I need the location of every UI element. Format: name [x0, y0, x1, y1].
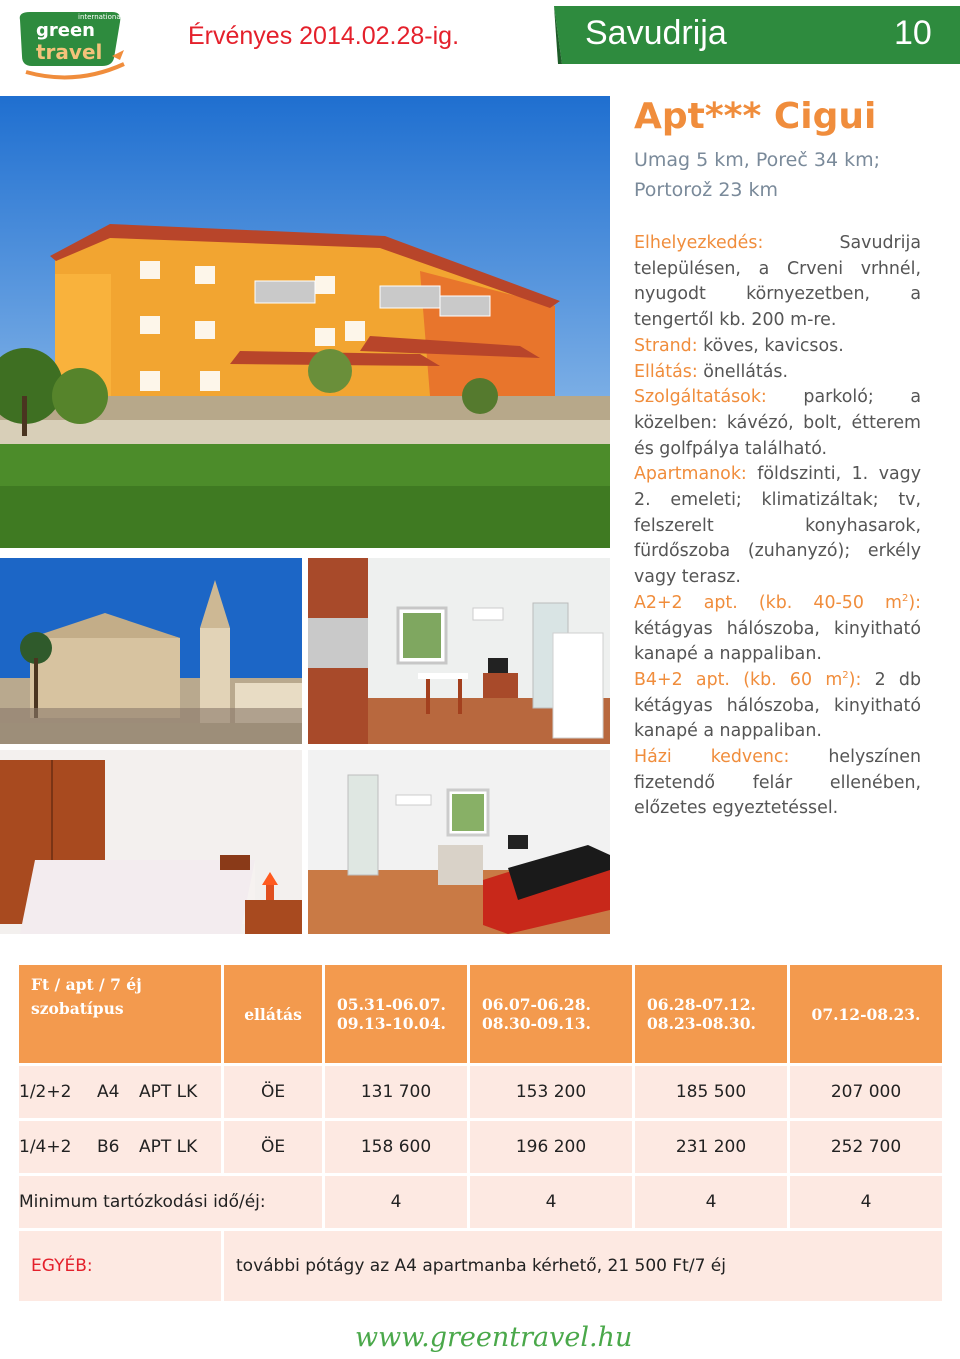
pet-text: helyszínen fizetendő felár ellenében, előzetes egyeztetéssel. [634, 747, 921, 819]
logo-word-green: green [36, 20, 95, 41]
a22-label: A2+2 apt. (kb. 40-50 $m^2$): [634, 592, 921, 613]
room-type-cell: 1/4+2 B6 APT LK [19, 1121, 221, 1173]
min-stay-cell: 4 [635, 1176, 787, 1228]
apartments-text: földszinti, 1. vagy 2. emeleti; klimatizáltak; tv, felszerelt konyhasarok, fürdőszoba (zuhanyzó); erkély vagy terasz. [634, 464, 921, 588]
header-room-type: Ft / apt / 7 éj szobatípus [19, 965, 221, 1063]
header-period-3: 06.28-07.12. 08.23-08.30. [635, 965, 787, 1063]
website-link[interactable]: www.greentravel.hu [355, 1322, 633, 1353]
price-cell: 185 500 [635, 1066, 787, 1118]
city-name: Savudrija [585, 14, 727, 52]
price-cell: 207 000 [790, 1066, 942, 1118]
location-text: Savudrija településen, a Crveni vrhnél, nyugodt környezetben, a tengertől kb. 200 m-re. [634, 233, 921, 331]
beach-label: Strand: [634, 335, 698, 356]
header-period-2: 06.07-06.28. 08.30-09.13. [470, 965, 632, 1063]
price-table [16, 962, 940, 1304]
building-photo [0, 96, 610, 548]
board-cell: ÖE [224, 1066, 322, 1118]
kitchen-photo [308, 558, 610, 744]
company-logo [16, 6, 128, 84]
living-room-photo [308, 750, 610, 934]
price-cell: 131 700 [325, 1066, 467, 1118]
board-cell: ÖE [224, 1121, 322, 1173]
church-photo [0, 558, 302, 744]
services-text: parkoló; a közelben: kávézó, bolt, étterem és golfpálya található. [634, 387, 922, 459]
other-text: további pótágy az A4 apartmanba kérhető, 21 500 Ft/7 éj [224, 1231, 942, 1301]
board-text: önellátás. [703, 361, 788, 382]
min-stay-row [19, 1176, 942, 1228]
table-row [19, 1066, 942, 1118]
price-cell: 231 200 [635, 1121, 787, 1173]
beach-text: köves, kavicsos. [703, 335, 844, 356]
logo-tagline: international [78, 13, 123, 21]
validity-text: Érvényes 2014.02.28-ig. [188, 22, 460, 50]
services-label: Szolgáltatások: [634, 387, 767, 408]
other-row [19, 1231, 942, 1301]
table-row [19, 1121, 942, 1173]
a22-text: kétágyas hálószoba, kinyitható kanapé a nappaliban. [634, 618, 921, 665]
price-table-header [19, 965, 942, 1063]
header-period-4: 07.12-08.23. [790, 965, 942, 1063]
hotel-description [634, 231, 921, 822]
room-type-cell: 1/2+2 A4 APT LK [19, 1066, 221, 1118]
min-stay-cell: 4 [325, 1176, 467, 1228]
price-cell: 252 700 [790, 1121, 942, 1173]
location-label: Elhelyezkedés: [634, 233, 764, 253]
header-period-1: 05.31-06.07. 09.13-10.04. [325, 965, 467, 1063]
bedroom-photo [0, 750, 302, 934]
other-label: EGYÉB: [19, 1231, 221, 1301]
price-cell: 196 200 [470, 1121, 632, 1173]
min-stay-cell: 4 [470, 1176, 632, 1228]
b42-label: B4+2 apt. (kb. 60 $m^2$): [634, 669, 862, 690]
header-board: ellátás [224, 965, 322, 1063]
b42-text: 2 db kétágyas hálószoba, kinyitható kanapé a nappaliban. [634, 669, 922, 742]
min-stay-cell: 4 [790, 1176, 942, 1228]
board-label: Ellátás: [634, 361, 698, 382]
page-number: 10 [894, 14, 932, 52]
hotel-title: Apt*** Cigui [634, 96, 877, 137]
apartments-label: Apartmanok: [634, 464, 747, 485]
price-cell: 153 200 [470, 1066, 632, 1118]
pet-label: Házi kedvenc: [634, 747, 790, 768]
logo-word-travel: travel [36, 40, 103, 64]
min-stay-label: Minimum tartózkodási idő/éj: [19, 1176, 322, 1228]
price-cell: 158 600 [325, 1121, 467, 1173]
hotel-distances: Umag 5 km, Poreč 34 km; Portorož 23 km [634, 149, 880, 201]
